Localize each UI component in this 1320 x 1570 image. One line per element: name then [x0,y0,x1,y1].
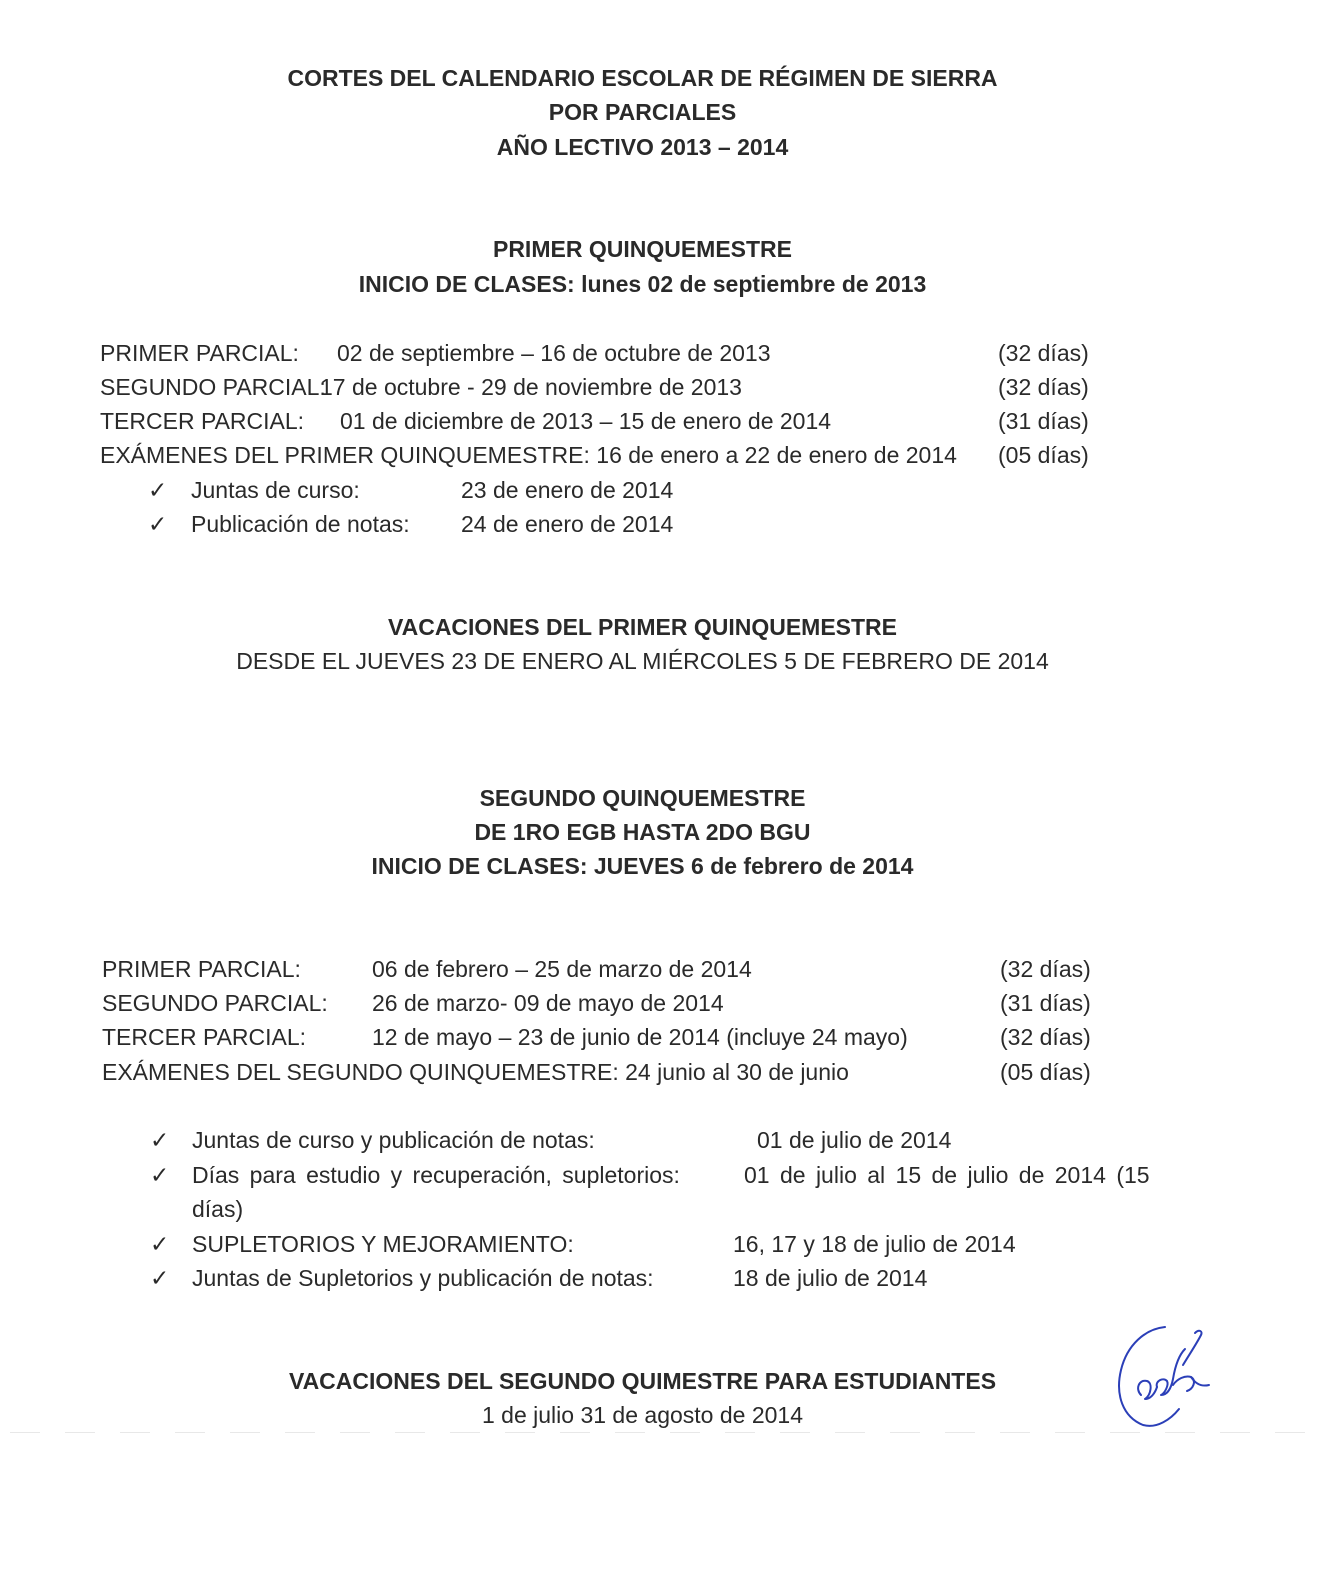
first-term-period-row [100,370,1100,404]
check-icon: ✓ [148,477,168,503]
period-label: PRIMER PARCIAL: [100,340,299,366]
check-icon: ✓ [150,1265,170,1291]
period-label: SEGUNDO PARCIAL: [102,990,328,1016]
second-term-start: INICIO DE CLASES: JUEVES 6 de febrero de 2014 [371,853,914,879]
period-dates: 17 de octubre - 29 de noviembre de 2013 [320,374,742,400]
second-term-period-row [102,952,1102,986]
check-label: Juntas de Supletorios y publicación de notas: [192,1265,654,1291]
second-term-period-row [102,1020,1102,1054]
check-value: 01 de julio al 15 de julio de 2014 (15 [744,1162,1150,1188]
second-term-check-item [150,1158,1190,1192]
first-term-check-item [148,507,848,541]
period-days: (32 días) [998,340,1089,366]
check-icon: ✓ [148,511,168,537]
first-term-title: PRIMER QUINQUEMESTRE [492,236,793,262]
first-term-start: INICIO DE CLASES: lunes 02 de septiembre de 2013 [358,271,927,297]
second-vacation-text: 1 de julio 31 de agosto de 2014 [482,1402,803,1428]
second-term-period-row [102,986,1102,1020]
check-value: 16, 17 y 18 de julio de 2014 [733,1231,1016,1257]
document-subtitle: POR PARCIALES [548,99,737,125]
check-icon: ✓ [150,1231,170,1257]
first-vacation-text: DESDE EL JUEVES 23 DE ENERO AL MIÉRCOLES 5 DE FEBRERO DE 2014 [236,648,1049,674]
check-label: Días para estudio y recuperación, supletorios: [192,1162,680,1188]
period-dates: 02 de septiembre – 16 de octubre de 2013 [337,340,771,366]
check-value: 24 de enero de 2014 [461,511,674,537]
check-value-continuation: días) [192,1196,244,1222]
period-label: SEGUNDO PARCIAL: [100,374,326,400]
check-label: Juntas de curso: [191,477,360,503]
second-term-title: SEGUNDO QUINQUEMESTRE [479,785,806,811]
second-term-exams-row [102,1055,1102,1089]
check-icon: ✓ [150,1162,170,1188]
first-term-period-row [100,404,1100,438]
check-label: Juntas de curso y publicación de notas: [192,1127,595,1153]
period-dates: 12 de mayo – 23 de junio de 2014 (incluye 24 mayo) [372,1024,908,1050]
check-icon: ✓ [150,1127,170,1153]
period-dates: 26 de marzo- 09 de mayo de 2014 [372,990,724,1016]
exams-days: (05 días) [1000,1059,1091,1085]
exams-text: EXÁMENES DEL SEGUNDO QUINQUEMESTRE: 24 junio al 30 de junio [102,1059,849,1085]
check-value: 23 de enero de 2014 [461,477,674,503]
second-term-check-item [150,1123,1190,1157]
exams-text: EXÁMENES DEL PRIMER QUINQUEMESTRE: 16 de enero a 22 de enero de 2014 [100,442,957,468]
period-days: (32 días) [998,374,1089,400]
check-value: 18 de julio de 2014 [733,1265,928,1291]
first-vacation-title: VACACIONES DEL PRIMER QUINQUEMESTRE [387,614,898,640]
signature-icon [1105,1315,1220,1430]
exams-days: (05 días) [998,442,1089,468]
second-term-check-item [150,1261,1190,1295]
scan-artifact-line [10,1432,1310,1433]
document-title: CORTES DEL CALENDARIO ESCOLAR DE RÉGIMEN DE SIERRA [287,65,998,91]
period-days: (31 días) [1000,990,1091,1016]
period-dates: 06 de febrero – 25 de marzo de 2014 [372,956,752,982]
period-days: (32 días) [1000,1024,1091,1050]
check-label: Publicación de notas: [191,511,410,537]
second-term-check-continuation [150,1192,1190,1226]
period-days: (31 días) [998,408,1089,434]
period-dates: 01 de diciembre de 2013 – 15 de enero de 2014 [340,408,832,434]
period-label: TERCER PARCIAL: [100,408,305,434]
second-term-subtitle: DE 1RO EGB HASTA 2DO BGU [474,819,811,845]
first-term-check-item [148,473,848,507]
check-value: 01 de julio de 2014 [757,1127,952,1153]
second-term-check-item [150,1227,1190,1261]
first-term-exams-row [100,438,1100,472]
second-vacation-title: VACACIONES DEL SEGUNDO QUIMESTRE PARA ESTUDIANTES [288,1368,997,1394]
period-label: TERCER PARCIAL: [102,1024,307,1050]
first-term-period-row [100,336,1100,370]
period-days: (32 días) [1000,956,1091,982]
period-label: PRIMER PARCIAL: [102,956,301,982]
check-label: SUPLETORIOS Y MEJORAMIENTO: [192,1231,574,1257]
school-year: AÑO LECTIVO 2013 – 2014 [496,134,789,160]
